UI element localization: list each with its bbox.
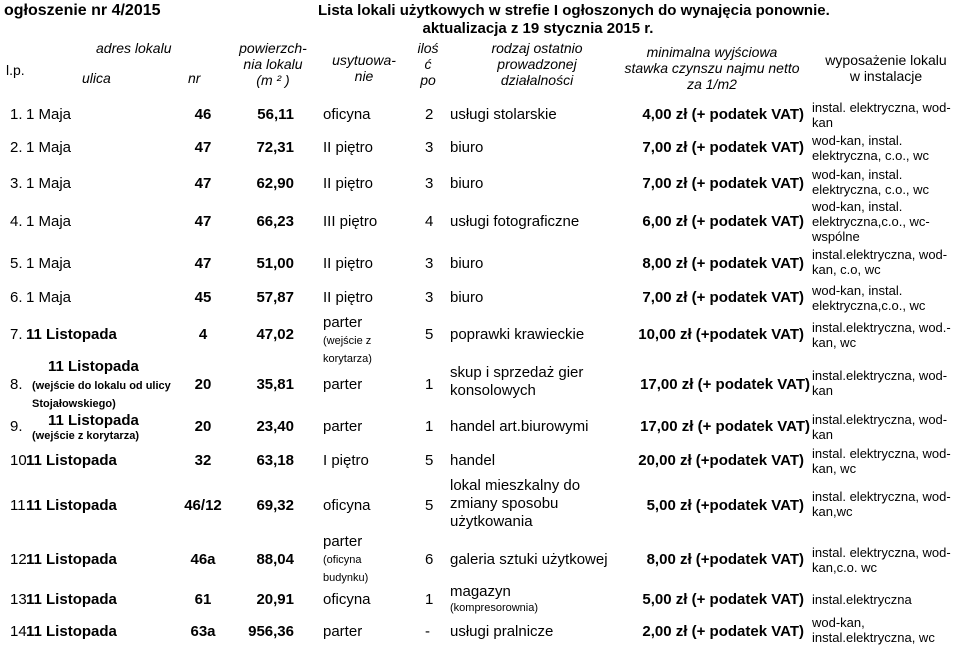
row-nr: 47	[194, 139, 212, 156]
row-floors: 3	[425, 175, 434, 192]
row-location: oficyna	[323, 106, 371, 123]
col-equipment-line1: wyposażenie lokalu	[825, 52, 947, 68]
page-title-line1: Lista lokali użytkowych w strefie I ogłoszonych do wynajęcia ponownie.	[318, 2, 830, 19]
row-area: 62,90	[256, 175, 294, 192]
row-area: 20,91	[256, 591, 294, 608]
row-nr: 46	[194, 106, 212, 123]
row-floors: 5	[425, 497, 434, 514]
page-title-line2: aktualizacja z 19 stycznia 2015 r.	[422, 20, 654, 37]
row-street: 11 Listopada	[26, 623, 117, 640]
col-activity-line2: prowadzonej	[497, 56, 577, 72]
row-type: magazyn	[450, 583, 511, 600]
row-rate: 6,00 zł (+ podatek VAT)	[642, 213, 804, 230]
row-equipment: wod-kan, instal. elektryczna,c.o., wc-wspólne	[812, 199, 930, 244]
row-floors: 5	[425, 452, 434, 469]
row-equipment: instal. elektryczna, wod-kan	[812, 100, 951, 130]
row-rate: 5,00 zł (+ podatek VAT)	[642, 591, 804, 608]
row-lp: 10.	[10, 452, 31, 469]
row-nr: 47	[194, 175, 212, 192]
row-rate: 7,00 zł (+ podatek VAT)	[642, 139, 804, 156]
row-nr: 61	[194, 591, 212, 608]
col-activity	[462, 40, 612, 88]
row-lp: 14.	[10, 623, 31, 640]
row-street: 11 Listopada	[48, 358, 139, 375]
row-nr: 47	[194, 213, 212, 230]
row-floors: 4	[425, 213, 434, 230]
row-street: 11 Listopada	[26, 551, 117, 568]
row-street: 11 Listopada	[26, 591, 117, 608]
row-floors: 1	[425, 376, 434, 393]
col-floors	[408, 40, 448, 88]
col-rate-line1: minimalna wyjściowa	[646, 44, 778, 60]
col-equipment	[816, 52, 956, 84]
row-nr: 46a	[190, 551, 216, 568]
row-lp: 2.	[10, 139, 23, 156]
row-type: lokal mieszkalny do zmiany sposobu użytkowania	[450, 477, 581, 530]
row-floors: 2	[425, 106, 434, 123]
row-equipment: instal.elektryczna, wod-kan, c.o, wc	[812, 247, 948, 277]
row-street: 1 Maja	[26, 289, 72, 306]
row-area: 72,31	[256, 139, 294, 156]
row-street: 11 Listopada	[26, 452, 117, 469]
row-lp: 6.	[10, 289, 23, 306]
row-type: biuro	[450, 139, 484, 156]
row-rate: 10,00 zł (+podatek VAT)	[638, 326, 804, 343]
row-location: parter	[323, 623, 363, 640]
row-type: skup i sprzedaż gier konsolowych	[450, 364, 584, 399]
row-rate: 20,00 zł (+podatek VAT)	[638, 452, 804, 469]
row-type: handel art.biurowymi	[450, 418, 589, 435]
row-location: oficyna	[323, 497, 371, 514]
row-rate: 17,00 zł (+ podatek VAT)	[640, 418, 810, 435]
row-nr: 20	[194, 376, 212, 393]
row-lp: 1.	[10, 106, 23, 123]
col-floors-line2: ć	[424, 56, 432, 72]
row-rate: 7,00 zł (+ podatek VAT)	[642, 175, 804, 192]
row-equipment: instal.elektryczna, wod-kan	[812, 368, 948, 398]
col-nr: nr	[188, 70, 201, 86]
col-rate-line2: stawka czynszu najmu netto	[624, 60, 800, 76]
row-area: 63,18	[256, 452, 294, 469]
row-location: oficyna	[323, 591, 371, 608]
row-nr: 32	[194, 452, 212, 469]
col-floors-line3: po	[420, 72, 436, 88]
row-location-note: (wejście z korytarza)	[323, 335, 372, 365]
row-street-note: (wejście z korytarza)	[32, 430, 139, 442]
col-activity-line1: rodzaj ostatnio	[491, 40, 583, 56]
row-street: 11 Listopada	[48, 412, 139, 429]
row-area: 51,00	[256, 255, 294, 272]
row-location: III piętro	[323, 213, 378, 230]
row-location: parter	[323, 533, 363, 550]
col-street: ulica	[82, 70, 111, 86]
row-type: galeria sztuki użytkowej	[450, 551, 608, 568]
row-street: 1 Maja	[26, 106, 72, 123]
row-street: 1 Maja	[26, 255, 72, 272]
row-lp: 12.	[10, 551, 31, 568]
col-area	[238, 40, 308, 88]
row-rate: 2,00 zł (+ podatek VAT)	[642, 623, 804, 640]
row-area: 66,23	[256, 213, 294, 230]
row-equipment: instal. elektryczna, wod-kan,wc	[812, 489, 951, 519]
row-area: 956,36	[248, 623, 294, 640]
row-area: 56,11	[257, 106, 294, 123]
row-lp: 11.	[10, 497, 30, 514]
row-area: 35,81	[256, 376, 294, 393]
row-floors: 6	[425, 551, 434, 568]
row-location: parter	[323, 376, 363, 393]
row-area: 47,02	[256, 326, 294, 343]
row-equipment: wod-kan, instal. elektryczna,c.o., wc	[812, 283, 926, 313]
row-location: parter	[323, 418, 363, 435]
row-lp: 13.	[10, 591, 31, 608]
col-lp: l.p.	[6, 62, 25, 78]
row-lp: 4.	[10, 213, 23, 230]
row-street: 1 Maja	[26, 139, 72, 156]
row-area: 88,04	[256, 551, 294, 568]
row-lp: 3.	[10, 175, 23, 192]
row-type: usługi stolarskie	[450, 106, 557, 123]
row-type: poprawki krawieckie	[450, 326, 585, 343]
row-nr: 4	[198, 326, 208, 343]
row-nr: 63a	[190, 623, 216, 640]
row-area: 69,32	[256, 497, 294, 514]
row-equipment: wod-kan, instal. elektryczna, c.o., wc	[812, 133, 930, 163]
row-floors: 5	[425, 326, 434, 343]
row-location: II piętro	[323, 139, 374, 156]
row-type: handel	[450, 452, 496, 469]
row-equipment: instal.elektryczna	[812, 592, 912, 607]
row-type: biuro	[450, 255, 484, 272]
col-area-line1: powierzch-	[239, 40, 307, 56]
col-location-line1: usytuowa-	[332, 52, 396, 68]
row-lp: 9.	[10, 418, 23, 435]
row-street: 11 Listopada	[26, 326, 117, 343]
row-nr: 47	[194, 255, 212, 272]
row-floors: -	[425, 623, 430, 640]
row-lp: 8.	[10, 376, 23, 393]
col-equipment-line2: w instalacje	[849, 68, 923, 84]
row-lp: 5.	[10, 255, 23, 272]
col-location-line2: nie	[354, 68, 374, 84]
col-location	[324, 52, 404, 84]
row-street: 1 Maja	[26, 175, 72, 192]
row-floors: 3	[425, 255, 434, 272]
row-nr: 20	[194, 418, 212, 435]
row-nr: 46/12	[184, 497, 222, 514]
row-street-note: (wejście do lokalu od ulicy Stojałowskiego)	[32, 380, 171, 410]
page-title	[318, 2, 830, 38]
row-location: parter	[323, 314, 363, 331]
row-area: 57,87	[256, 289, 294, 306]
row-floors: 1	[425, 418, 434, 435]
row-location-note: (oficyna budynku)	[323, 554, 369, 584]
row-location: II piętro	[323, 289, 374, 306]
row-rate: 5,00 zł (+podatek VAT)	[646, 497, 804, 514]
row-nr: 45	[194, 289, 212, 306]
row-equipment: instal. elektryczna, wod-kan,c.o. wc	[812, 545, 951, 575]
row-type-note: (kompresorownia)	[450, 602, 539, 614]
row-type: usługi pralnicze	[450, 623, 554, 640]
row-lp: 7.	[10, 326, 23, 343]
row-area: 23,40	[256, 418, 294, 435]
row-location: II piętro	[323, 255, 374, 272]
row-type: usługi fotograficzne	[450, 213, 580, 230]
row-type: biuro	[450, 175, 484, 192]
row-equipment: wod-kan, instal. elektryczna, c.o., wc	[812, 167, 930, 197]
row-rate: 8,00 zł (+podatek VAT)	[646, 551, 804, 568]
row-rate: 8,00 zł (+ podatek VAT)	[642, 255, 804, 272]
row-floors: 3	[425, 289, 434, 306]
row-equipment: instal.elektryczna, wod.-kan, wc	[812, 320, 951, 350]
col-address: adres lokalu	[96, 40, 172, 56]
col-area-line3: (m ² )	[256, 72, 290, 88]
row-street: 11 Listopada	[26, 497, 117, 514]
row-location: I piętro	[323, 452, 369, 469]
col-area-line2: nia lokalu	[243, 56, 303, 72]
col-activity-line3: działalności	[500, 72, 574, 88]
notice-number: ogłoszenie nr 4/2015	[4, 2, 161, 19]
row-floors: 1	[425, 591, 434, 608]
row-equipment: instal. elektryczna, wod-kan, wc	[812, 446, 951, 476]
row-equipment: instal.elektryczna, wod-kan	[812, 412, 948, 442]
row-equipment: wod-kan, instal.elektryczna, wc	[812, 615, 935, 645]
row-location: II piętro	[323, 175, 374, 192]
col-floors-line1: iloś	[417, 40, 439, 56]
row-floors: 3	[425, 139, 434, 156]
row-rate: 4,00 zł (+ podatek VAT)	[642, 106, 804, 123]
row-rate: 7,00 zł (+ podatek VAT)	[642, 289, 804, 306]
col-rate-line3: za 1/m2	[687, 76, 737, 92]
row-street: 1 Maja	[26, 213, 72, 230]
col-rate	[612, 44, 812, 92]
row-type: biuro	[450, 289, 484, 306]
row-rate: 17,00 zł (+ podatek VAT)	[640, 376, 810, 393]
